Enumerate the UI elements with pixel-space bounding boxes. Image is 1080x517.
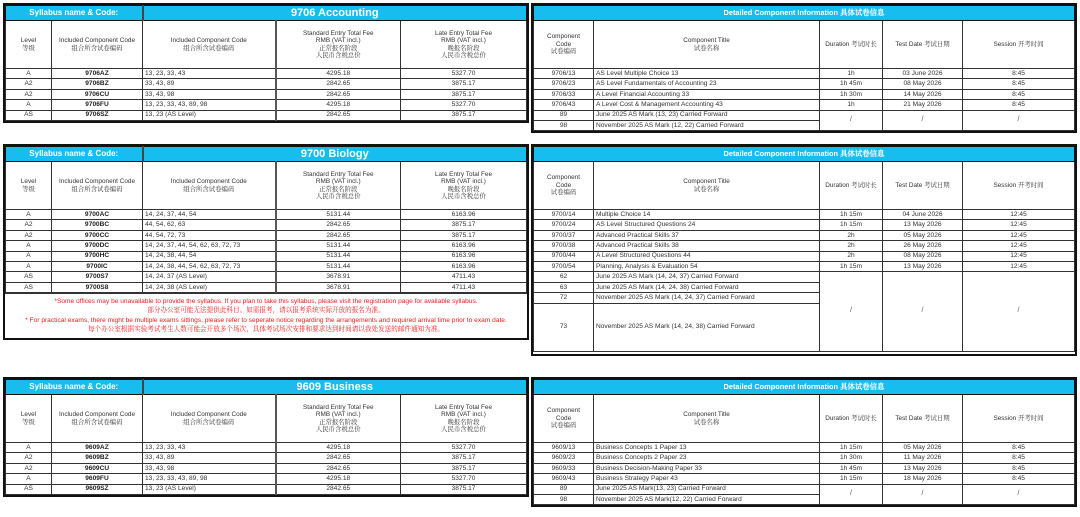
option-row: A2 9706CU 33, 43, 98 2842.65 3875.17 xyxy=(6,89,527,99)
col-session: Session 开考时间 xyxy=(963,395,1075,443)
col-level: Level 等级 xyxy=(6,395,52,443)
note-syllabus-availability-en: *Some offices may be unavailable to provide the syllabus. If you plan to take this syllabus, please visit the registration page for available syllabus. xyxy=(54,298,478,306)
component-row: 9706/43 A Level Cost & Management Accounting 43 1h 21 May 2026 8:45 xyxy=(534,100,1075,110)
carried-forward-row: 72 November 2025 AS Mark (14, 24, 37) Carried Forward xyxy=(534,293,1075,303)
accounting-options-panel xyxy=(3,3,529,123)
col-component-code: Component Code 试卷编码 xyxy=(534,21,594,69)
col-standard-fee: Standard Entry Total Fee RMB (VAT incl.) 正常报名阶段 人民币含税总价 xyxy=(276,395,401,443)
option-row: A 9609FU 13, 23, 33, 43, 89, 98 4295.18 5327.70 xyxy=(6,474,527,484)
syllabus-name: 9706 Accounting xyxy=(143,6,527,21)
col-component-title: Component Title 试卷名称 xyxy=(594,21,820,69)
option-row: A 9706FU 13, 23, 33, 43, 89, 98 4295.18 5327.70 xyxy=(6,100,527,110)
component-row: 9700/37 Advanced Practical Skills 37 2h 05 May 2026 12:45 xyxy=(534,230,1075,240)
business-options-panel xyxy=(3,377,529,497)
component-row: 9706/23 AS Level Fundamentals of Accounting 23 1h 45m 08 May 2026 8:45 xyxy=(534,79,1075,89)
syllabus-label: Syllabus name & Code: xyxy=(6,380,143,395)
carried-forward-row: 98 November 2025 AS Mark (12, 22) Carried Forward xyxy=(534,120,1075,130)
component-row: 9609/43 Business Strategy Paper 43 1h 15m 18 May 2026 8:45 xyxy=(534,474,1075,484)
detail-header: Detailed Component Information 具体试卷信息 xyxy=(534,147,1075,162)
biology-options-panel xyxy=(3,144,529,340)
accounting-components-table xyxy=(533,5,1075,131)
col-option-code: Included Component Code 组合所含试卷编码 xyxy=(52,395,143,443)
option-row: AS 9700S7 14, 24, 37 (AS Level) 3678.91 4711.43 xyxy=(6,272,527,282)
syllabus-label: Syllabus name & Code: xyxy=(6,147,143,162)
syllabus-name: 9700 Biology xyxy=(143,147,527,162)
syllabus-label: Syllabus name & Code: xyxy=(6,6,143,21)
option-row: A 9609AZ 13, 23, 33, 43 4295.18 5327.70 xyxy=(6,443,527,453)
carried-forward-row: 73 November 2025 AS Mark (14, 24, 38) Carried Forward xyxy=(534,303,1075,351)
carried-forward-row: 89 June 2025 AS Mark(13, 23) Carried Forward / / / xyxy=(534,484,1075,494)
option-row: AS 9706SZ 13, 23 (AS Level) 2842.65 3875.17 xyxy=(6,110,527,120)
component-row: 9609/33 Business Decision-Making Paper 33 1h 45m 13 May 2026 8:45 xyxy=(534,463,1075,473)
col-option-code: Included Component Code 组合所含试卷编码 xyxy=(52,162,143,210)
biology-components-panel xyxy=(531,144,1077,356)
component-row: 9609/23 Business Concepts 2 Paper 23 1h 30m 11 May 2026 8:45 xyxy=(534,453,1075,463)
syllabus-name: 9609 Business xyxy=(143,380,527,395)
note-practical-exams-cn: 每个办公室根据实验考试考生人数可能会开放多个场次，具体考试场次安排和要求达到时间请以我处发送的邮件通知为准。 xyxy=(87,325,445,333)
detail-header: Detailed Component Information 具体试卷信息 xyxy=(534,380,1075,395)
option-row: A 9700HC 14, 24, 38, 44, 54 5131.44 6163.96 xyxy=(6,251,527,261)
detail-header: Detailed Component Information 具体试卷信息 xyxy=(534,6,1075,21)
col-duration: Duration 考试时长 xyxy=(820,21,883,69)
col-standard-fee: Standard Entry Total Fee RMB (VAT incl.) 正常报名阶段 人民币含税总价 xyxy=(276,162,401,210)
option-row: A 9700IC 14, 24, 38, 44, 54, 62, 63, 72, 73 5131.44 6163.96 xyxy=(6,261,527,271)
component-row: 9706/13 AS Level Multiple Choice 13 1h 03 June 2026 8:45 xyxy=(534,69,1075,79)
col-test-date: Test Date 考试日期 xyxy=(883,395,963,443)
option-row: A2 9609BZ 33, 43, 89 2842.65 3875.17 xyxy=(6,453,527,463)
carried-forward-row: 89 June 2025 AS Mark (13, 23) Carried Forward / / / xyxy=(534,110,1075,120)
biology-notes xyxy=(5,293,527,338)
option-row: A2 9700BC 44, 54, 62, 63 2842.65 3875.17 xyxy=(6,220,527,230)
component-row: 9700/54 Planning, Analysis & Evaluation 54 1h 15m 13 May 2026 12:45 xyxy=(534,261,1075,271)
note-practical-exams-en: * For practical exams, there might be multiple exams sittings, please refer to seperate notice regarding the arrangements and required arrival time prior to exam date. xyxy=(25,316,507,324)
carried-forward-row: 62 June 2025 AS Mark (14, 24, 37) Carried Forward / / / xyxy=(534,272,1075,282)
col-component-code: Component Code 试卷编码 xyxy=(534,162,594,210)
option-row: A 9700DC 14, 24, 37, 44, 54, 62, 63, 72, 73 5131.44 6163.96 xyxy=(6,241,527,251)
col-components: Included Component Code 组合所含试卷编码 xyxy=(143,21,276,69)
option-row: A 9700AC 14, 24, 37, 44, 54 5131.44 6163.96 xyxy=(6,210,527,220)
col-duration: Duration 考试时长 xyxy=(820,162,883,210)
carried-forward-row: 63 June 2025 AS Mark (14, 24, 38) Carried Forward xyxy=(534,282,1075,292)
option-row: A2 9609CU 33, 43, 98 2842.65 3875.17 xyxy=(6,463,527,473)
section-accounting xyxy=(3,3,1077,134)
col-session: Session 开考时间 xyxy=(963,162,1075,210)
col-option-code: Included Component Code 组合所含试卷编码 xyxy=(52,21,143,69)
option-row: A2 9706BZ 33, 43, 89 2842.65 3875.17 xyxy=(6,79,527,89)
col-standard-fee: Standard Entry Total Fee RMB (VAT incl.) 正常报名阶段 人民币含税总价 xyxy=(276,21,401,69)
col-test-date: Test Date 考试日期 xyxy=(883,21,963,69)
business-components-panel xyxy=(531,377,1077,507)
col-test-date: Test Date 考试日期 xyxy=(883,162,963,210)
section-biology xyxy=(3,144,1077,356)
col-component-title: Component Title 试卷名称 xyxy=(594,395,820,443)
col-component-code: Component Code 试卷编码 xyxy=(534,395,594,443)
col-session: Session 开考时间 xyxy=(963,21,1075,69)
col-component-title: Component Title 试卷名称 xyxy=(594,162,820,210)
component-row: 9700/24 AS Level Structured Questions 24 1h 15m 13 May 2026 12:45 xyxy=(534,220,1075,230)
option-row: AS 9700S8 14, 24, 38 (AS Level) 3678.91 4711.43 xyxy=(6,282,527,292)
section-business xyxy=(3,377,1077,508)
note-syllabus-availability-cn: 部分办公室可能无法提供此科目。如需报考，请以报考系统实际开放的报名为准。 xyxy=(147,307,385,315)
component-row: 9609/13 Business Concepts 1 Paper 13 1h 15m 05 May 2026 8:45 xyxy=(534,443,1075,453)
carried-forward-row: 98 November 2025 AS Mark(12, 22) Carried Forward xyxy=(534,494,1075,504)
col-late-fee: Late Entry Total Fee RMB (VAT incl.) 晚报名阶段 人民币含税总价 xyxy=(401,21,527,69)
biology-components-table xyxy=(533,146,1075,352)
col-components: Included Component Code 组合所含试卷编码 xyxy=(143,162,276,210)
col-level: Level 等级 xyxy=(6,21,52,69)
component-row: 9706/33 A Level Financial Accounting 33 1h 30m 14 May 2026 8:45 xyxy=(534,89,1075,99)
component-row: 9700/38 Advanced Practical Skills 38 2h 26 May 2026 12:45 xyxy=(534,241,1075,251)
col-components: Included Component Code 组合所含试卷编码 xyxy=(143,395,276,443)
business-options-table xyxy=(5,379,527,495)
col-late-fee: Late Entry Total Fee RMB (VAT incl.) 晚报名阶段 人民币含税总价 xyxy=(401,162,527,210)
accounting-components-panel xyxy=(531,3,1077,133)
option-row: AS 9609SZ 13, 23 (AS Level) 2842.65 3875.17 xyxy=(6,484,527,494)
col-duration: Duration 考试时长 xyxy=(820,395,883,443)
col-late-fee: Late Entry Total Fee RMB (VAT incl.) 晚报名阶段 人民币含税总价 xyxy=(401,395,527,443)
business-components-table xyxy=(533,379,1075,505)
accounting-options-table xyxy=(5,5,527,121)
component-row: 9700/44 A Level Structured Questions 44 2h 08 May 2026 12:45 xyxy=(534,251,1075,261)
col-level: Level 等级 xyxy=(6,162,52,210)
component-row: 9700/14 Multiple Choice 14 1h 15m 04 June 2026 12:45 xyxy=(534,210,1075,220)
biology-options-table xyxy=(5,146,527,293)
option-row: A 9706AZ 13, 23, 33, 43 4295.18 5327.70 xyxy=(6,69,527,79)
option-row: A2 9700CC 44, 54, 72, 73 2842.65 3875.17 xyxy=(6,230,527,240)
